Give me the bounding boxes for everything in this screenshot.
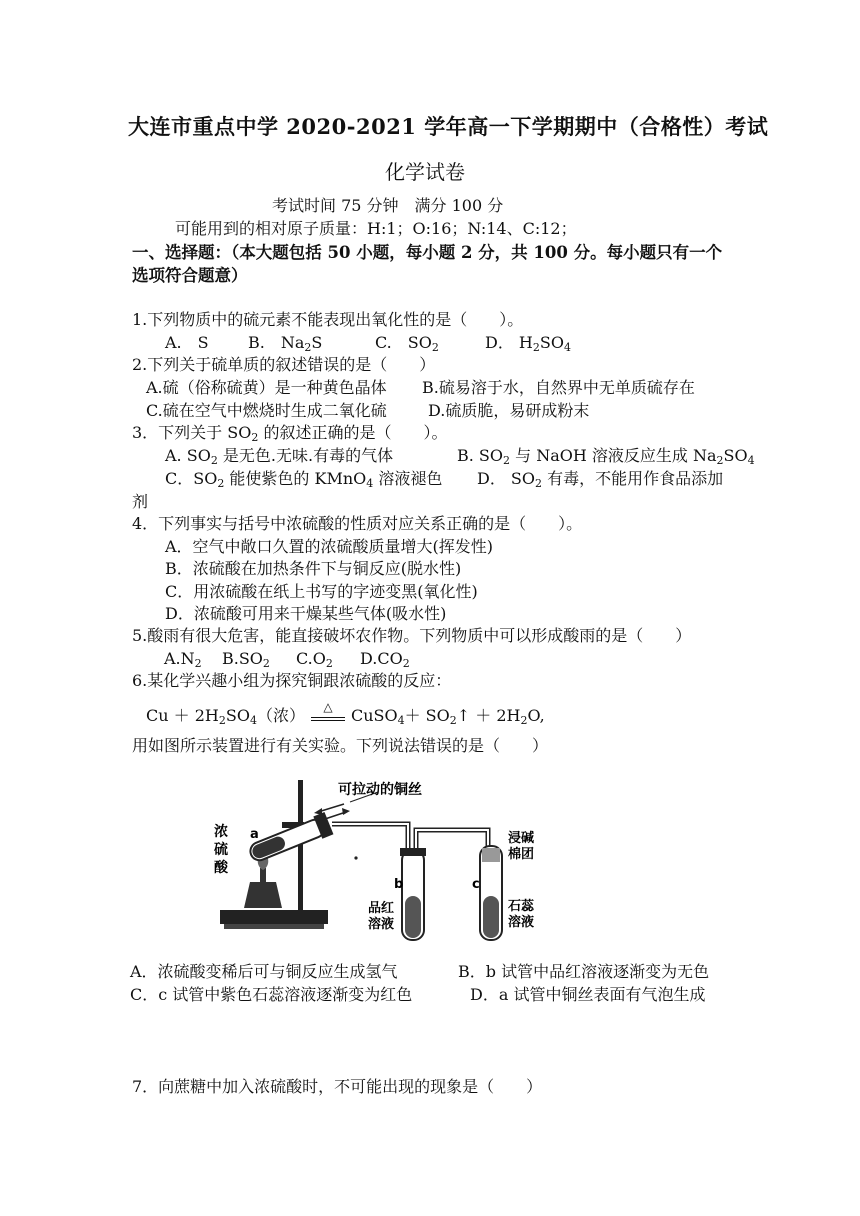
q4-option-a: A．空气中敞口久置的浓硫酸质量增大(挥发性) [165,537,494,556]
q3-stem: 3．下列关于 $SO_2$ 的叙述正确的是（ ）。 [132,423,448,444]
label-acid-3: 酸 [214,860,228,876]
label-cotton-1: 浸碱 [508,831,535,846]
q4-option-d: D．浓硫酸可用来干燥某些气体(吸水性) [165,604,447,623]
q1-stem: 1.下列物质中的硫元素不能表现出氧化性的是（ ）。 [132,310,524,329]
q1-option-b: B. $Na_2S$ [248,333,323,354]
test-tube-b [400,848,426,940]
q3-option-d: D． $SO_2$ 有毒，不能用作食品添加 [477,469,724,490]
q6-option-d: D．a 试管中铜丝表面有气泡生成 [470,985,706,1004]
q3-option-b: B. $SO_2$ 与 NaOH 溶液反应生成 $Na_2SO_4$ [457,446,755,467]
q2-option-a: A.硫（俗称硫黄）是一种黄色晶体 [146,378,387,397]
q5-option-b: $B.SO_2$ [222,649,270,670]
q6-equation: $Cu + 2H_2SO_4$（浓） △ CuSO$_4$＋ $SO_2↑ + 2H_2O$, [146,700,545,727]
label-copper-wire: 可拉动的铜丝 [338,782,422,798]
label-cotton-2: 棉团 [508,847,535,862]
label-litmus-1: 石蕊 [508,899,535,914]
test-tube-c [480,846,502,940]
q1-option-c: C. $SO_2$ [375,333,439,354]
q2-stem: 2.下列关于硫单质的叙述错误的是（ ） [132,355,436,374]
label-a: a [250,827,259,842]
label-b: b [394,877,404,892]
q5-option-c: $C.O_2$ [296,649,333,670]
q2-option-d: D.硫质脆，易研成粉末 [428,401,590,420]
exam-subtitle: 化学试卷 [385,160,465,184]
q3-option-d-wrap: 剂 [132,492,149,511]
stand-base [220,910,328,924]
alcohol-burner [244,882,282,908]
q5-option-d: $D.CO_2$ [360,649,410,670]
q1-option-a: A. S [165,333,209,352]
q6-stem2: 用如图所示装置进行有关实验。下列说法错误的是（ ） [132,736,549,755]
q5-option-a: $A.N_2$ [164,649,202,670]
q3-option-c: C．$SO_2$ 能使紫色的 KMnO$_4$ 溶液褪色 [165,469,443,490]
label-litmus-2: 溶液 [508,915,535,930]
q4-stem: 4．下列事实与括号中浓硫酸的性质对应关系正确的是（ ）。 [132,514,583,533]
q1-option-d: D． $H_2SO_4$ [485,333,571,354]
label-acid-1: 浓 [214,824,228,840]
section-heading-line2: 选项符合题意） [132,266,248,285]
label-acid-2: 硫 [214,842,228,858]
label-c: c [472,877,480,892]
exam-info: 考试时间 75 分钟 满分 100 分 [272,196,504,215]
label-pinhong-1: 品红 [368,901,395,916]
section-heading-line1: 一、选择题：（本大题包括 50 小题，每小题 2 分，共 100 分。每小题只有一个 [132,243,723,262]
q6-stem: 6.某化学兴趣小组为探究铜跟浓硫酸的反应： [132,671,452,690]
q6-option-b: B．b 试管中品红溶液逐渐变为无色 [458,962,710,981]
q7-stem: 7．向蔗糖中加入浓硫酸时，不可能出现的现象是（ ） [132,1077,543,1096]
q3-option-a: A. $SO_2$ 是无色.无味.有毒的气体 [165,446,394,467]
q5-stem: 5.酸雨有很大危害，能直接破坏农作物。下列物质中可以形成酸雨的是（ ） [132,626,692,645]
q2-option-b: B.硫易溶于水，自然界中无单质硫存在 [422,378,695,397]
q4-option-c: C．用浓硫酸在纸上书写的字迹变黑(氧化性) [165,582,478,601]
q6-option-c: C．c 试管中紫色石蕊溶液逐渐变为红色 [130,985,413,1004]
q6-option-a: A．浓硫酸变稀后可与铜反应生成氢气 [130,962,398,981]
label-pinhong-2: 溶液 [368,917,395,932]
exam-title: 大连市重点中学 2020-2021 学年高一下学期期中（合格性）考试 [128,114,769,139]
q2-option-c: C.硫在空气中燃烧时生成二氧化硫 [146,401,387,420]
atomic-masses: 可能用到的相对原子质量：H:1；O:16；N:14、C:12； [175,219,577,238]
apparatus-figure [210,778,550,948]
test-tube-a [247,812,334,866]
q4-option-b: B．浓硫酸在加热条件下与铜反应(脱水性) [165,559,462,578]
